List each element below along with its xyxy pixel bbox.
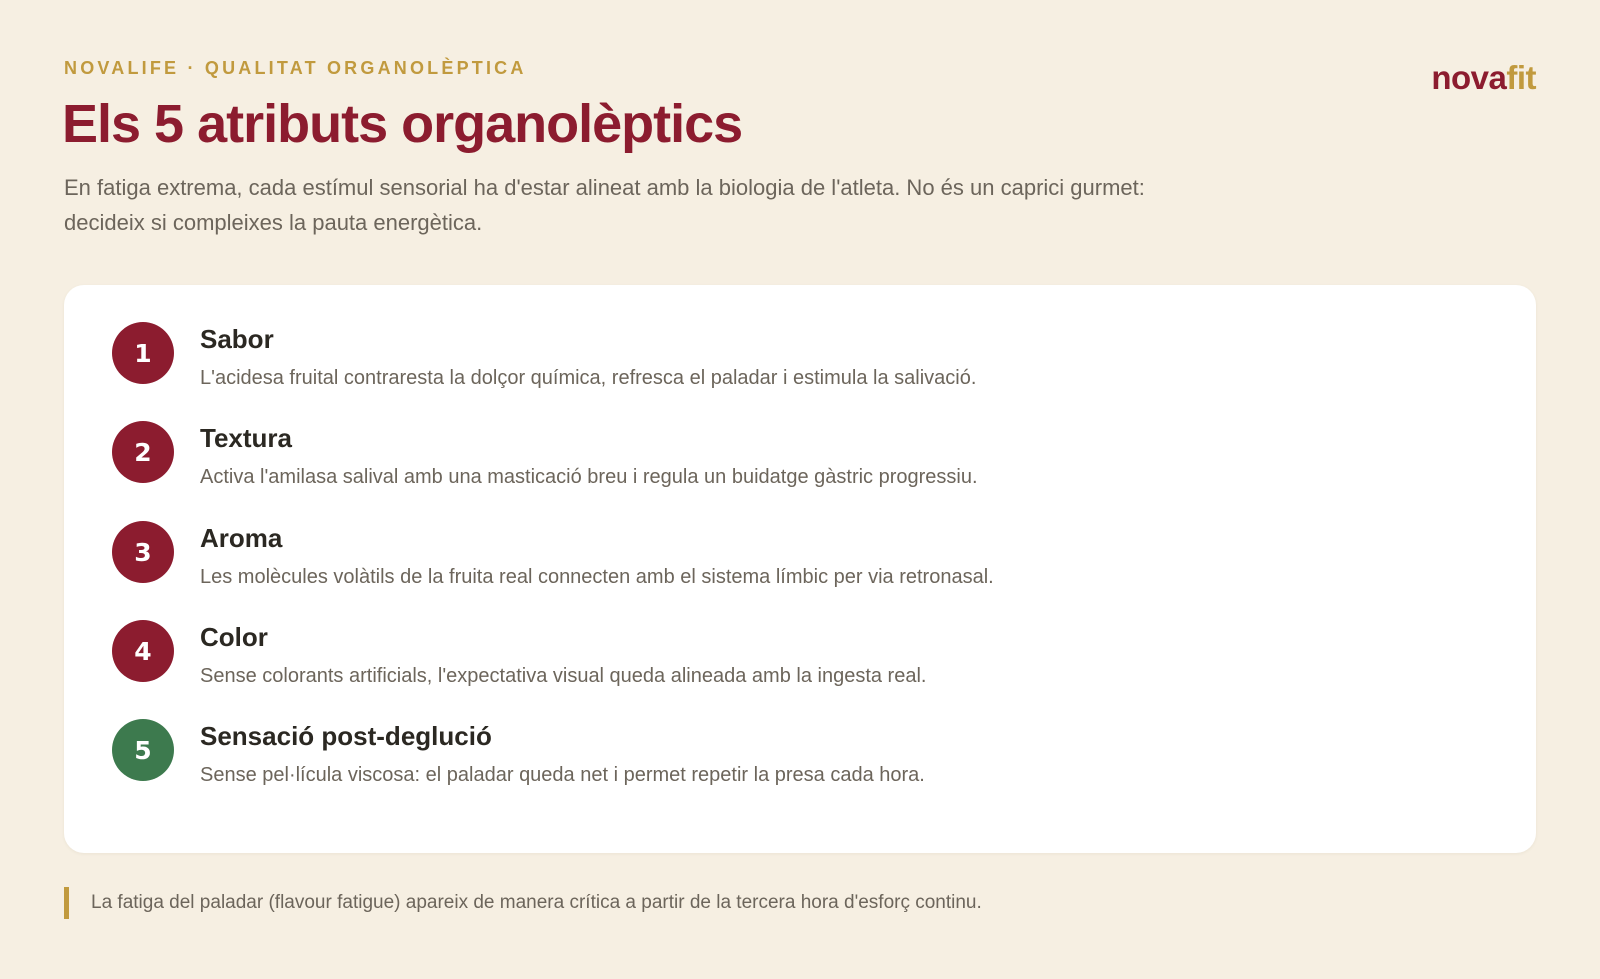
footnote: La fatiga del paladar (flavour fatigue) apareix de manera crítica a partir de la tercera hora d'esforç continu. xyxy=(64,887,982,919)
attribute-item-color xyxy=(112,620,1492,710)
attribute-description: L'acidesa fruital contraresta la dolçor química, refresca el paladar i estimula la salivació. xyxy=(200,367,977,389)
number-badge: 5 xyxy=(112,719,174,781)
attribute-item-aroma xyxy=(112,521,1492,611)
attribute-title: Textura xyxy=(200,423,292,453)
brand-logo xyxy=(1431,58,1536,98)
page-title: Els 5 atributs organolèptics xyxy=(62,94,743,154)
attributes-card xyxy=(64,285,1536,853)
attribute-description: Les molècules volàtils de la fruita real connecten amb el sistema límbic per via retronasal. xyxy=(200,566,994,588)
attribute-item-textura xyxy=(112,421,1492,511)
attribute-description: Sense colorants artificials, l'expectativa visual queda alineada amb la ingesta real. xyxy=(200,665,927,687)
number-badge: 4 xyxy=(112,620,174,682)
attribute-title: Aroma xyxy=(200,523,283,553)
attribute-title: Color xyxy=(200,622,268,652)
number-badge: 2 xyxy=(112,421,174,483)
attribute-title: Sabor xyxy=(200,324,274,354)
attribute-title: Sensació post-deglució xyxy=(200,721,492,751)
logo-part-nova: nova xyxy=(1431,59,1507,96)
number-badge: 3 xyxy=(112,521,174,583)
attribute-description: Sense pel·lícula viscosa: el paladar queda net i permet repetir la presa cada hora. xyxy=(200,764,925,786)
logo-part-fit: fit xyxy=(1506,59,1536,96)
number-badge: 1 xyxy=(112,322,174,384)
page-subtitle: En fatiga extrema, cada estímul sensorial ha d'estar alineat amb la biologia de l'atleta. No és un caprici gurmet: decideix si compleixes la pauta energètica. xyxy=(64,175,1145,235)
attribute-description: Activa l'amilasa salival amb una masticació breu i regula un buidatge gàstric progressiu. xyxy=(200,466,978,488)
eyebrow-label: NOVALIFE · QUALITAT ORGANOLÈPTICA xyxy=(64,58,527,78)
attribute-item-sabor xyxy=(112,322,1492,412)
attribute-item-post-deglucio xyxy=(112,719,1492,809)
